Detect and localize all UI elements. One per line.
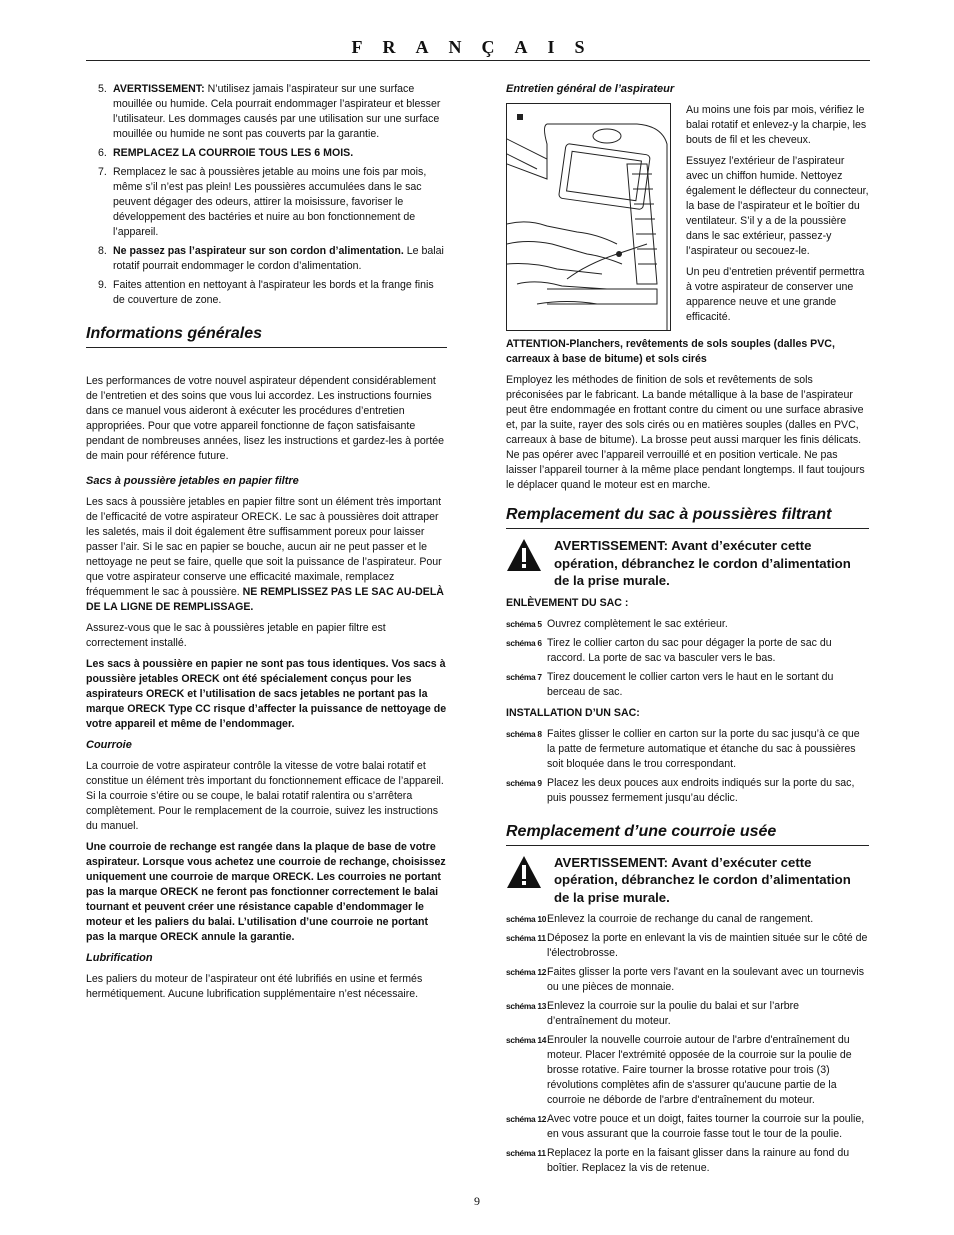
subheading-courroie: Courroie <box>86 739 132 751</box>
list-item <box>86 146 447 161</box>
page-header <box>86 34 870 61</box>
language-title: FRANÇAIS <box>351 37 605 57</box>
subheading-sacs: Sacs à poussière jetables en papier filtre <box>86 475 299 487</box>
step-text: Replacez la porte en la faisant glisser dans la rainure au fond du boîtier. Replacez la vis de retenue. <box>547 1147 850 1174</box>
item-text: Faites attention en nettoyant à l'aspirateur les bords et la frange finis de couverture de zone. <box>113 279 434 306</box>
subheading-lubrification: Lubrification <box>86 952 153 964</box>
step-item <box>506 776 869 806</box>
warning-triangle-icon <box>506 854 542 890</box>
item-bold: REMPLACEZ LA COURROIE TOUS LES 6 MOIS. <box>113 147 354 159</box>
warning-triangle-icon <box>506 537 542 573</box>
step-ref: schéma 12 <box>506 967 547 977</box>
step-text: Déposez la porte en enlevant la vis de maintien située sur le côté de l'électrobrosse. <box>547 932 868 959</box>
step-ref: schéma 8 <box>506 728 542 739</box>
step-ref: schéma 9 <box>506 777 542 788</box>
step-text: Tirez le collier carton du sac pour dégager la porte de sac du raccord. La porte de sac va basculer vers le bas. <box>547 636 832 664</box>
step-ref: schéma 11 <box>506 1148 546 1158</box>
item-number: 5. <box>98 83 107 95</box>
info-paragraph: Les performances de votre nouvel aspirateur dépendent considérablement de l’entretien et des soins que vous lui accordez. Les instructions fournies dans ce manuel vous aideront à exécuter les procédures d’entretien appropriées. Pour que votre appareil fonctionne de façon satisfaisante pendant de nombreuses années, lisez les instructions et gardez-les à portée de main pour référence future. <box>86 375 445 462</box>
step-item <box>506 727 869 772</box>
item-bold: AVERTISSEMENT: <box>113 83 205 95</box>
step-text: Avec votre pouce et un doigt, faites tourner la courroie sur la poulie, en vous assurant que la courroie fasse tout le tour de la poulie. <box>547 1113 865 1140</box>
subheading-entretien: Entretien général de l’aspirateur <box>506 83 675 95</box>
item-number: 7. <box>98 166 107 178</box>
page-number: 9 <box>474 1194 480 1208</box>
step-item <box>506 670 869 700</box>
warning-text: AVERTISSEMENT: Avant d’exécuter cette opération, débranchez le cordon d’alimentation de la prise murale. <box>554 538 851 588</box>
item-text: Le balai rotatif pourrait endommager le cordon d’alimentation. <box>113 245 444 272</box>
list-item <box>86 244 447 274</box>
step-ref: schéma 6 <box>506 637 542 648</box>
item-text: N’utilisez jamais l’aspirateur sur une surface mouillée ou humide. Cela pourrait endommager l’aspirateur et blesser l’utilisateur. Les dommages causés par une utilisation sur une surface mouillée ou humide ne sont pas couverts par la garantie. <box>113 83 441 140</box>
step-item <box>506 912 869 927</box>
step-ref: schéma 5 <box>506 618 542 629</box>
entretien-paragraph-1: Au moins une fois par mois, vérifiez le balai rotatif et enlevez-y la charpie, les bouts de fil et les cheveux. <box>686 104 867 146</box>
attention-heading: ATTENTION-Planchers, revêtements de sols souples (dalles PVC, carreaux à base de bitume) et sols cirés <box>506 338 835 365</box>
left-column <box>86 82 447 1008</box>
step-text: Faites glisser la porte vers l'avant en la soulevant avec un tournevis ou une pièces de monnaie. <box>547 966 865 993</box>
section-heading-sac: Remplacement du sac à poussières filtrant <box>506 505 869 529</box>
installation-label: INSTALLATION D’UN SAC: <box>506 706 640 719</box>
step-ref: schéma 12 <box>506 1114 547 1124</box>
right-column <box>506 82 869 1180</box>
step-item <box>506 965 869 995</box>
step-text: Ouvrez complètement le sac extérieur. <box>547 617 728 630</box>
entretien-block <box>506 103 869 331</box>
entretien-paragraph-3: Un peu d’entretien préventif permettra à votre aspirateur de conserver une apparence neuve et une grande efficacité. <box>686 266 865 323</box>
vacuum-base-drawing <box>507 104 670 330</box>
courroie-paragraph-2: Une courroie de rechange est rangée dans la plaque de base de votre aspirateur. Lorsque vous achetez une courroie de rechange, choisissez uniquement une courroie de marque ORECK. Les courroies ne portant pas la marque ORECK ne feront pas fonctionner correctement le balai tournant et peuvent créer une résistance capable d’endommager le moteur et les paliers du balai. L’utilisation d’une courroie ne portant pas la marque ORECK annule la garantie. <box>86 841 446 943</box>
sacs-paragraph-1 <box>86 495 447 615</box>
enlevement-label: ENLÈVEMENT DU SAC : <box>506 596 629 609</box>
list-item <box>86 82 447 142</box>
step-text: Tirez doucement le collier carton vers le haut en le sortant du berceau de sac. <box>547 670 834 698</box>
sacs-paragraph-3: Les sacs à poussière en papier ne sont pas tous identiques. Vos sacs à poussière jetables ORECK ont été spécialement conçus pour les aspirateurs ORECK et l’utilisation de sacs jetables ne portant pas la marque ORECK Type CC risque d’affecter la puissance de nettoyage de votre appareil et même de l’endommager. <box>86 658 447 730</box>
sacs-text: Les sacs à poussière jetables en papier filtre sont un élément très important de l’efficacité de votre aspirateur ORECK. Le sac à poussières doit attraper les saletés, mais il doit également être suffisamment poreux pour laisser passer l’air. Si le sac en papier se bouche, aucun air ne peut passer et le nettoyage ne peut se faire, quelle que soit la puissance de l’aspirateur. Pour que votre aspirateur conserve une efficacité maximale, remplacez fréquemment le sac à poussière. <box>86 496 442 598</box>
item-bold: Ne passez pas l’aspirateur sur son cordon d’alimentation. <box>113 245 404 257</box>
step-item <box>506 931 869 961</box>
safety-list <box>86 82 447 308</box>
item-number: 9. <box>98 279 107 291</box>
step-item <box>506 1033 869 1108</box>
sacs-bold: NE REMPLISSEZ PAS LE SAC AU-DELÀ DE LA LIGNE DE REMPLISSAGE. <box>86 586 444 613</box>
step-text: Placez les deux pouces aux endroits indiqués sur la porte du sac, puis poussez fermement jusqu’au déclic. <box>547 776 855 804</box>
warning-text: AVERTISSEMENT: Avant d’exécuter cette opération, débranchez le cordon d’alimentation de la prise murale. <box>554 854 851 905</box>
list-item <box>86 165 447 240</box>
step-ref: schéma 13 <box>506 1001 547 1011</box>
step-item <box>506 1112 869 1142</box>
section-heading-informations: Informations générales <box>86 324 447 348</box>
brushroll-cleaning-illustration <box>506 103 671 331</box>
step-item <box>506 1146 869 1176</box>
warning-box <box>506 537 869 590</box>
step-text: Enlevez la courroie sur la poulie du balai et sur l’arbre d’entraînement du moteur. <box>547 1000 800 1027</box>
item-text: Remplacez le sac à poussières jetable au moins une fois par mois, même s’il n’est pas plein! Les poussières accumulées dans le sac peuvent dégager des odeurs, attirer la moisissure, favoriser le développement des bactéries et nuire au bon fonctionnement de l’appareil. <box>113 166 427 238</box>
attention-paragraph: Employez les méthodes de finition de sols et revêtements de sols préconisées par le fabricant. La bande métallique à la base de l’aspirateur peut être endommagée en frottant contre du ciment ou une surface abrasive et, par la suite, rayer des sols cirés ou en matières souples (dalles en PVC, carreaux à base de bitume). La brosse peut aussi marquer les finis délicats. Ne pas opérer avec l’appareil verrouillé et en position verticale. Ne pas laisser l’appareil tourner à la même place pendant longtemps. Il faut toujours le déplacer quand le moteur est en marche. <box>506 374 865 491</box>
step-item <box>506 636 869 666</box>
entretien-paragraph-2: Essuyez l’extérieur de l’aspirateur avec un chiffon humide. Nettoyez également le déflecteur du connecteur, la base de l’aspirateur et le boîtier du ventilateur. S’il y a de la poussière dans le sac extérieur, passez-y l’aspirateur ou secouez-le. <box>686 155 869 257</box>
entretien-text <box>686 103 869 331</box>
step-ref: schéma 14 <box>506 1035 547 1045</box>
step-text: Enrouler la nouvelle courroie autour de l'arbre d'entraînement du moteur. Placer l'extrémité opposée de la courroie sur la poulie de brosse rotative. Faire tourner la brosse rotative pour trois (3) révolutions complètes afin de s'assurer qu'aucune partie de la courroie ne déborde de l'arbre d'entraînement du moteur. <box>547 1034 852 1106</box>
step-text: Faites glisser le collier en carton sur la porte du sac jusqu’à ce que la patte de fermeture automatique et étanche du sac à poussières soit bloquée dans le trou correspondant. <box>547 727 860 770</box>
warning-box <box>506 854 869 907</box>
courroie-paragraph-1: La courroie de votre aspirateur contrôle la vitesse de votre balai rotatif et constitue un élément très important du fonctionnement efficace de l’appareil. Si la courroie s’étire ou se coupe, le balai rotatif ralentira ou s’arrêtera complètement. Pour le remplacement de la courroie, suivez les instructions du manuel. <box>86 760 444 832</box>
step-ref: schéma 10 <box>506 914 547 924</box>
step-ref: schéma 7 <box>506 671 542 682</box>
list-item <box>86 278 447 308</box>
step-text: Enlevez la courroie de rechange du canal de rangement. <box>547 913 814 925</box>
section-heading-courroie: Remplacement d’une courroie usée <box>506 822 869 846</box>
step-item <box>506 617 869 632</box>
step-ref: schéma 11 <box>506 933 546 943</box>
lubrification-paragraph: Les paliers du moteur de l’aspirateur ont été lubrifiés en usine et fermés hermétiquement. Aucune lubrification supplémentaire n’est nécessaire. <box>86 973 423 1000</box>
sacs-paragraph-2: Assurez-vous que le sac à poussières jetable en papier filtre est correctement installé. <box>86 622 386 649</box>
step-item <box>506 999 869 1029</box>
item-number: 8. <box>98 245 107 257</box>
item-number: 6. <box>98 147 107 159</box>
